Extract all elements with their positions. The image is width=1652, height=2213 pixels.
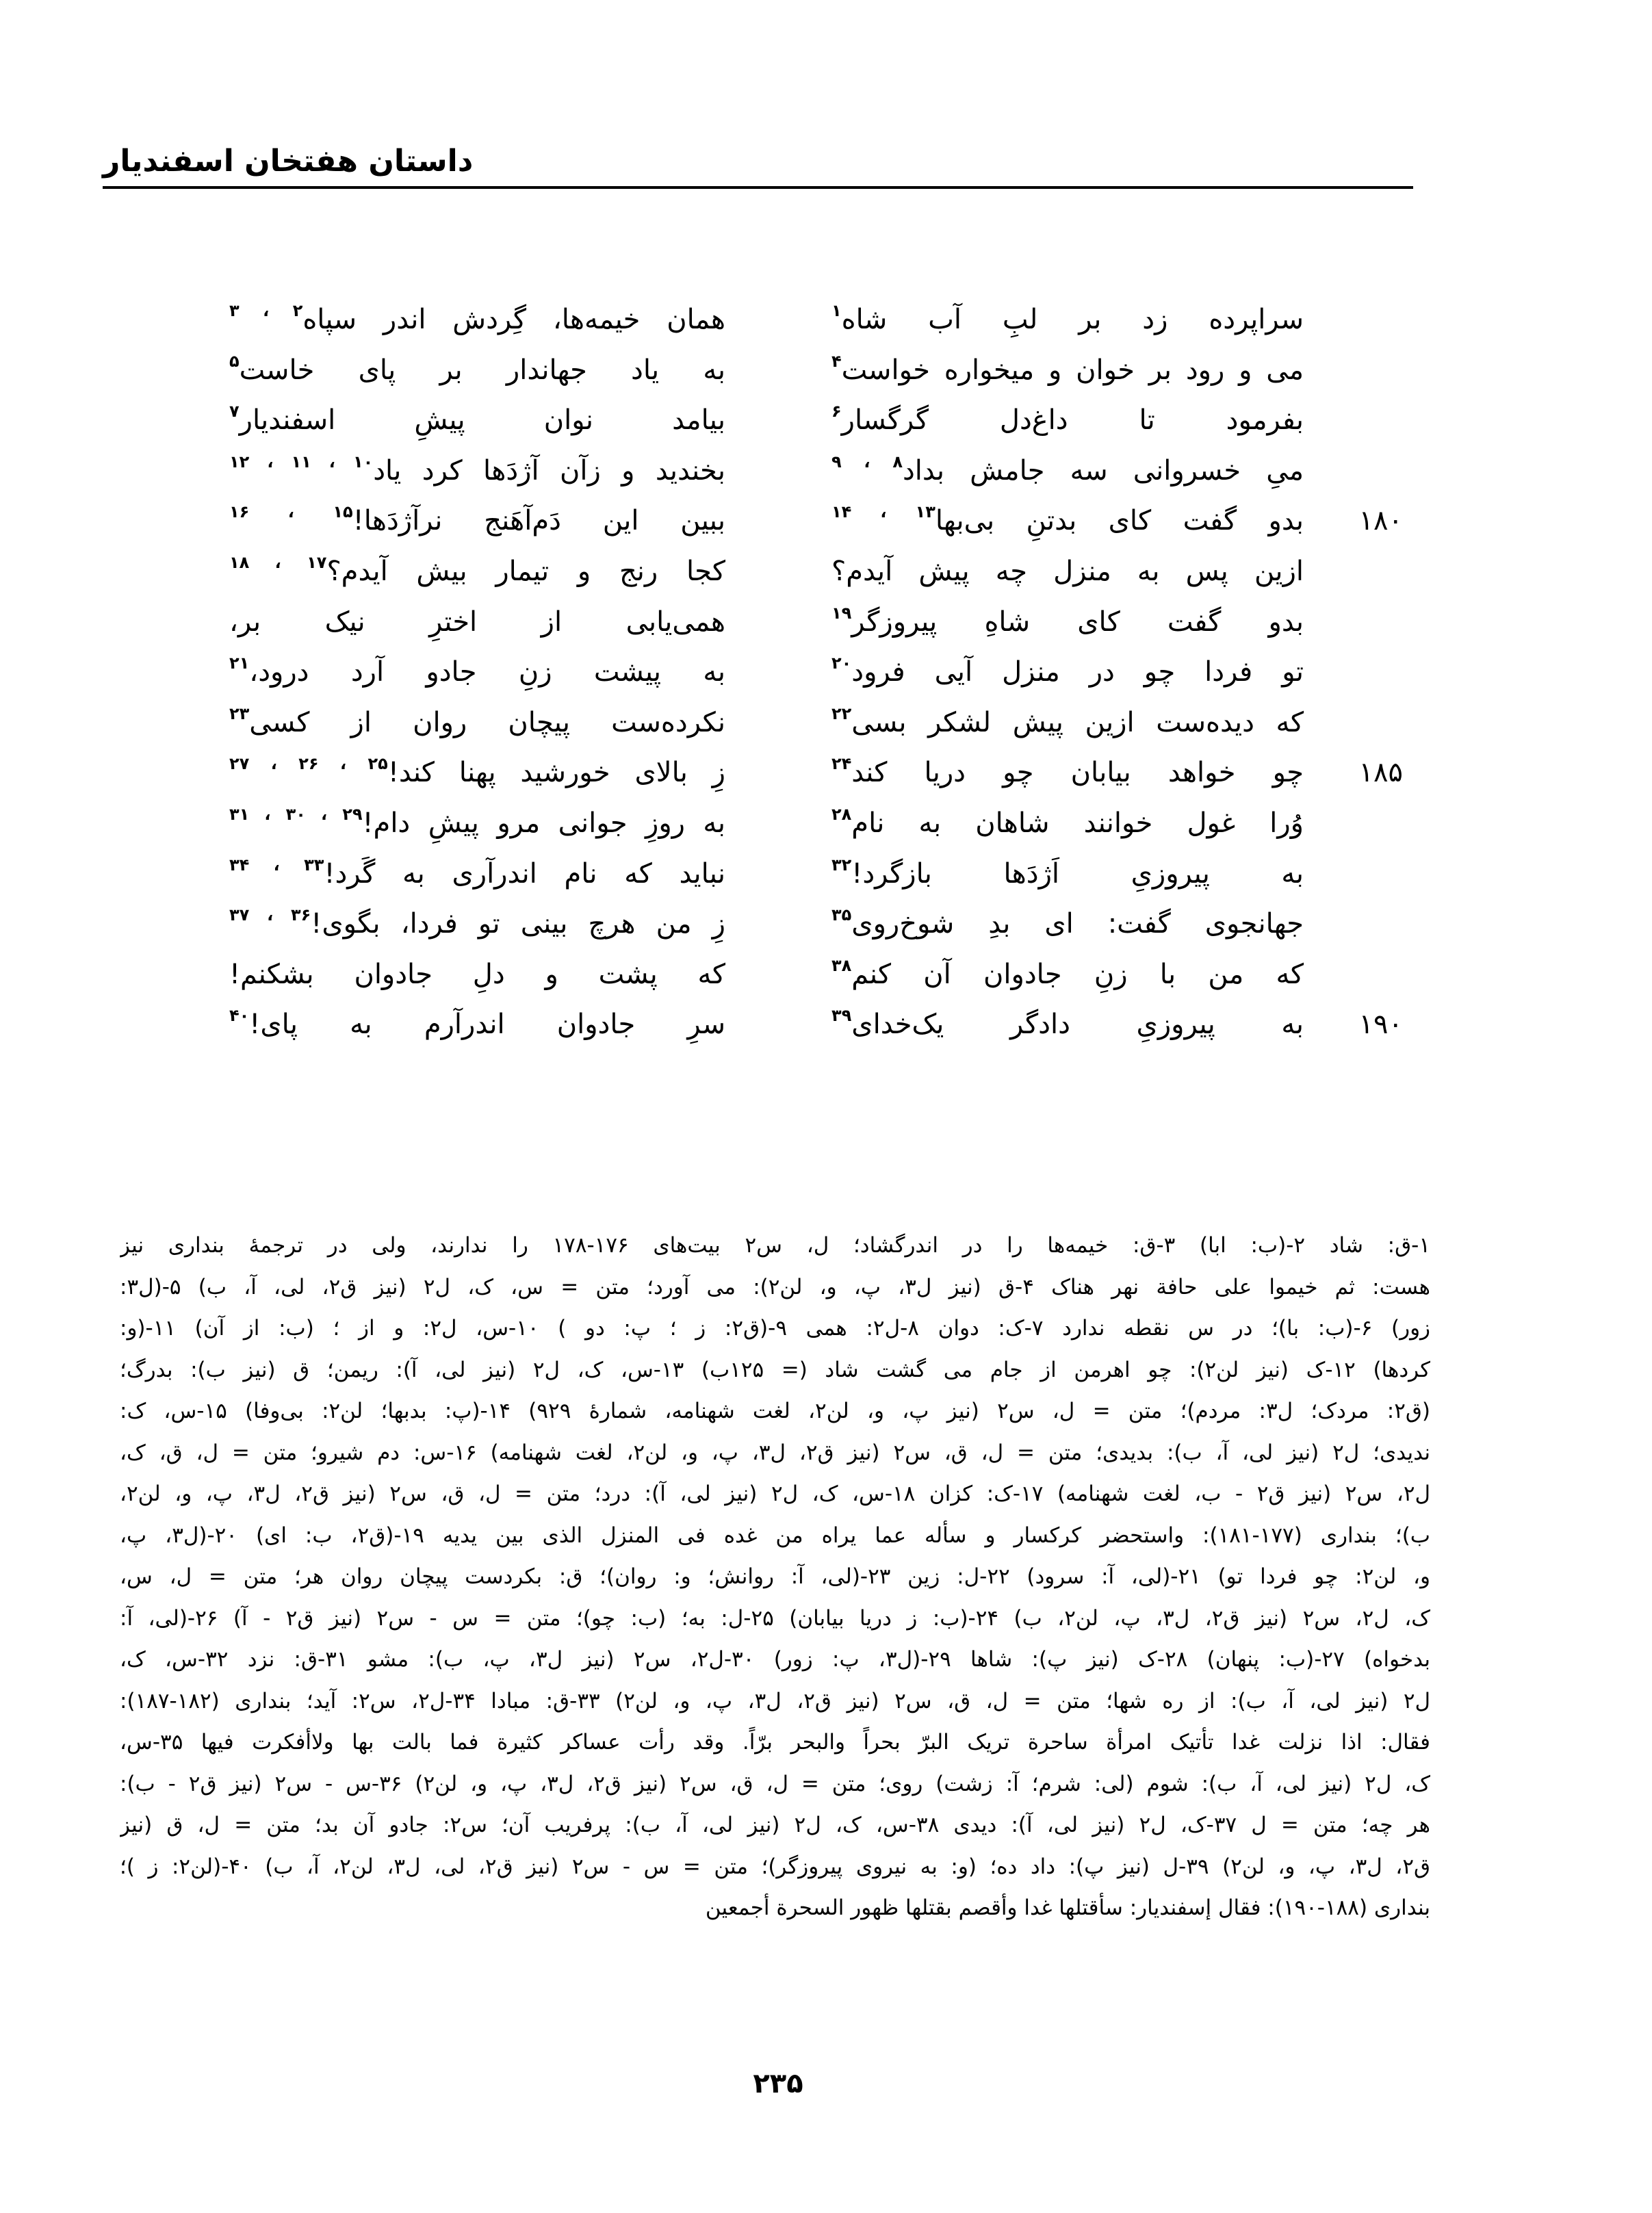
first-hemistich bbox=[831, 697, 1304, 748]
hemistich-text: سراپرده زد بر لبِ آب شاه bbox=[841, 304, 1304, 335]
verse-row bbox=[0, 999, 1652, 1050]
first-hemistich bbox=[831, 949, 1304, 1000]
footnote-marker: ۲۸ bbox=[831, 805, 852, 824]
verse-row bbox=[0, 445, 1652, 496]
verse-row bbox=[0, 495, 1652, 546]
verse-row bbox=[0, 747, 1652, 798]
second-hemistich bbox=[229, 949, 725, 1000]
footnote-marker: ۶ bbox=[831, 402, 842, 422]
hemistich-text: ببین این دَم‌آهَنج نرآژدَها! bbox=[352, 505, 726, 537]
hemistich-text: چو خواهد بیابان چو دریا کند bbox=[851, 757, 1304, 789]
footnote-line: بنداری (۱۸۸-۱۹۰): فقال إسفندیار: سأقتلها غدا وأقصم بقتلها ظهور السحرة أجمعین bbox=[705, 1895, 1430, 1920]
footnote-line: کردها) ۱۲-ک (نیز لن۲): چو اهرمن از جام می گشت شاد (= ۱۲۵ب) ۱۳-س، ک، ل۲ (نیز لی، آ): ریمن؛ ق (نیز ب): بدرگ؛ bbox=[120, 1357, 1430, 1382]
second-hemistich bbox=[229, 697, 725, 748]
header-rule bbox=[103, 186, 1413, 189]
verse-row bbox=[0, 345, 1652, 396]
verse-row bbox=[0, 697, 1652, 748]
footnote-line: ندیدی؛ ل۲ (نیز لی، آ، ب): بدیدی؛ متن = ل، ق، س۲ (نیز ق۲، ل۳، پ، و، لن۲، لغت شهنامه) ۱۶-س: دم شیرو؛ متن = ل، ق، ک، bbox=[120, 1440, 1430, 1465]
verse-row bbox=[0, 949, 1652, 1000]
second-hemistich bbox=[229, 999, 725, 1050]
hemistich-text: زِ بالای خورشید پهنا کند! bbox=[387, 757, 725, 789]
hemistich-text: سرِ جادوان اندرآرم به پای! bbox=[249, 1009, 725, 1041]
footnote-marker: ۳۵ bbox=[831, 905, 852, 925]
second-hemistich bbox=[229, 898, 725, 949]
second-hemistich bbox=[229, 798, 725, 849]
hemistich-text: بفرمود تا داغ‌دل گرگسار bbox=[841, 404, 1304, 437]
hemistich-text: که من با زنِ جادوان آن کنم bbox=[851, 958, 1304, 990]
verse-number: ۱۸۵ bbox=[1358, 757, 1403, 789]
hemistich-text: که پشت و دلِ جادوان بشکنم! bbox=[229, 958, 725, 990]
hemistich-text: جهانجوی گفت: ای بدِ شوخ‌روی bbox=[851, 908, 1304, 940]
hemistich-text: به پیروزیِ دادگر یک‌خدای bbox=[851, 1009, 1304, 1041]
verse-number: ۱۸۰ bbox=[1358, 505, 1403, 537]
footnotes bbox=[120, 1225, 1430, 1929]
first-hemistich bbox=[831, 849, 1304, 899]
hemistich-text: که دیده‌ست ازین پیش لشکر بسی bbox=[851, 706, 1304, 738]
footnote-marker: ۲۵ ، ۲۶ ، ۲۷ bbox=[229, 754, 388, 774]
verse-row bbox=[0, 597, 1652, 647]
footnote-marker: ۷ bbox=[229, 402, 240, 422]
hemistich-text: به یاد جهاندار بر پای خاست bbox=[239, 354, 725, 386]
hemistich-text: همان خیمه‌ها، گِردش اندر سپاه bbox=[302, 304, 725, 335]
footnote-marker: ۲۹ ، ۳۰ ، ۳۱ bbox=[229, 805, 363, 824]
first-hemistich bbox=[831, 647, 1304, 697]
hemistich-text: بخندید و زآن آژدَها کرد یاد bbox=[373, 454, 726, 487]
verse-row bbox=[0, 294, 1652, 345]
footnote-line: ل۲، س۲ (نیز ق۲ - ب، لغت شهنامه) ۱۷-ک: کزان ۱۸-س، ک، ل۲ (نیز لی، آ): درد؛ متن = ل، ق، س۲ (نیز ق۲، ل۳، پ، و، لن۲، bbox=[120, 1481, 1430, 1506]
hemistich-text: کجا رنج و تیمار بیش آیدم؟ bbox=[326, 556, 726, 587]
hemistich-text: به پیروزیِ اَژدَها بازگرد! bbox=[851, 857, 1304, 890]
first-hemistich bbox=[831, 395, 1304, 445]
footnote-marker: ۴ bbox=[831, 351, 842, 371]
hemistich-text: نکرده‌ست پیچان روان از کسی bbox=[249, 706, 725, 738]
footnote-marker: ۳۸ bbox=[831, 955, 852, 975]
first-hemistich bbox=[831, 546, 1304, 597]
footnote-line: ۱-ق: شاد ۲-(ب: ابا) ۳-ق: خیمه‌ها را در اندرگشاد؛ ل، س۲ بیت‌های ۱۷۶-۱۷۸ را ندارند، ولی در ترجمهٔ بنداری نیز bbox=[120, 1233, 1430, 1258]
first-hemistich bbox=[831, 345, 1304, 396]
footnote-marker: ۱۵ ، ۱۶ bbox=[229, 502, 353, 522]
page-number: ۲۳۵ bbox=[753, 2068, 803, 2099]
second-hemistich bbox=[229, 546, 725, 597]
footnote-marker: ۳۹ bbox=[831, 1006, 852, 1026]
footnote-marker: ۲۲ bbox=[831, 703, 852, 723]
first-hemistich bbox=[831, 495, 1304, 546]
hemistich-text: به روزِ جوانی مرو پیشِ دام! bbox=[362, 807, 726, 839]
footnote-line: ک، ل۲ (نیز لی، آ، ب): شوم (لی: شرم؛ آ: زشت) روی؛ متن = ل، ق، س۲ (نیز ق۲، ل۳، پ، و، لن۲) ۳۶-س - س۲ (نیز ق۲ - ب): bbox=[120, 1771, 1430, 1796]
hemistich-text: میِ خسروانی سه جامش بداد bbox=[902, 454, 1304, 487]
footnote-line: ق۲، ل۳، پ، و، لن۲) ۳۹-ل (نیز پ): داد ده؛ (و: به نیروی پیروزگر)؛ متن = س - س۲ (نیز ق۲، لی، ل۳، لن۲، آ، ب) ۴۰-(لن۲: ز )؛ bbox=[120, 1854, 1430, 1879]
first-hemistich bbox=[831, 798, 1304, 849]
footnote-marker: ۲۰ bbox=[831, 653, 852, 673]
second-hemistich bbox=[229, 445, 725, 496]
footnote-marker: ۴۰ bbox=[229, 1006, 250, 1026]
footnote-line: هر چه؛ متن = ل ۳۷-ک، ل۲ (نیز لی، آ): دیدی ۳۸-س، ک، ل۲ (نیز لی، آ، ب): پرفریب آن؛ س۲: جادو آن بد؛ متن = ل، ق (نیز bbox=[120, 1813, 1430, 1837]
second-hemistich bbox=[229, 345, 725, 396]
footnote-marker: ۸ ، ۹ bbox=[831, 452, 903, 471]
first-hemistich bbox=[831, 747, 1304, 798]
footnote-line: فقال: اذا نزلت غدا تأتیک امرأة ساحرة تریک البرّ بحراً والبحر برّاً. وقد رأت عساکر کثیرة فما بالت بها ولاأفکرت فیها ۳۵-س، bbox=[120, 1730, 1430, 1755]
footnote-line: ل۲ (نیز لی، آ، ب): از ره شها؛ متن = ل، ق، س۲ (نیز ق۲، ل۳، پ، و، لن۲) ۳۳-ق: مبادا ۳۴-ل۲، س۲: آید؛ بنداری (۱۸۲-۱۸۷): bbox=[120, 1688, 1430, 1713]
footnote-marker: ۱۳ ، ۱۴ bbox=[831, 502, 935, 522]
verse-row bbox=[0, 798, 1652, 849]
footnote-line: و، لن۲: چو فردا تو) ۲۱-(لی، آ: سرود) ۲۲-ل: زین ۲۳-(لی، آ: روانش؛ و: روان)؛ ق: بکردست پیچان روان هر؛ متن = ل، س، bbox=[120, 1564, 1430, 1589]
second-hemistich bbox=[229, 294, 725, 345]
hemistich-text: ازین پس به منزل چه پیش آیدم؟ bbox=[831, 556, 1304, 587]
hemistich-text: وُرا غول خوانند شاهان به نام bbox=[851, 807, 1304, 839]
second-hemistich bbox=[229, 495, 725, 546]
hemistich-text: همی‌یابی از اخترِ نیک بر، bbox=[229, 606, 725, 638]
footnote-marker: ۳۳ ، ۳۴ bbox=[229, 855, 324, 875]
footnote-line: ب)؛ بنداری (۱۷۷-۱۸۱): واستحضر کرکسار و سأله عما یراه من غده فی المنزل الذی بین یدیه ۱۹-(ق۲، ب: ای) ۲۰-(ل۳، پ، bbox=[120, 1523, 1430, 1548]
verse-number: ۱۹۰ bbox=[1358, 1009, 1403, 1041]
verse-row bbox=[0, 647, 1652, 697]
footnote-marker: ۳۶ ، ۳۷ bbox=[229, 905, 311, 925]
footnote-marker: ۱۹ bbox=[831, 603, 852, 623]
hemistich-text: می و رود بر خوان و میخواره خواست bbox=[841, 354, 1304, 386]
hemistich-text: بدو گفت کای بدتنِ بی‌بها bbox=[935, 505, 1304, 537]
footnote-line: بدخواه) ۲۷-(ب: پنهان) ۲۸-ک (نیز پ): شاها ۲۹-(ل۳، پ: زور) ۳۰-ل۲، س۲ (نیز ل۳، پ، ب): مشو ۳۱-ق: نزد ۳۲-س، ک، bbox=[120, 1647, 1430, 1672]
footnote-line: ک، ل۲، س۲ (نیز ق۲، ل۳، پ، لن۲، ب) ۲۴-(ب: ز دریا بیابان) ۲۵-ل: به؛ (ب: چو)؛ متن = س - س۲ (نیز ق۲ - آ) ۲۶-(لی، آ: bbox=[120, 1605, 1430, 1631]
hemistich-text: زِ من هرچ بینی تو فردا، بگوی! bbox=[311, 908, 725, 940]
footnote-marker: ۲۴ bbox=[831, 754, 852, 774]
hemistich-text: نباید که نام اندرآری به گَرد! bbox=[324, 857, 726, 890]
hemistich-text: به پیشت زنِ جادو آرد درود، bbox=[249, 656, 725, 688]
footnote-marker: ۱۷ ، ۱۸ bbox=[229, 553, 327, 572]
hemistich-text: تو فردا چو در منزل آیی فرود bbox=[851, 656, 1304, 688]
first-hemistich bbox=[831, 445, 1304, 496]
footnote-line: زور) ۶-(ب: با)؛ در س نقطه ندارد ۷-ک: دوان ۸-ل۲: همی ۹-(ق۲: ز ؛ پ: دو ) ۱۰-س، ل۲: و از ؛ (ب: از آن) ۱۱-(و: bbox=[120, 1316, 1430, 1341]
second-hemistich bbox=[229, 597, 725, 647]
verse-row bbox=[0, 898, 1652, 949]
footnote-marker: ۲ ، ۳ bbox=[229, 301, 303, 320]
footnote-marker: ۵ bbox=[229, 351, 240, 371]
first-hemistich bbox=[831, 294, 1304, 345]
footnote-marker: ۳۲ bbox=[831, 855, 852, 875]
first-hemistich bbox=[831, 898, 1304, 949]
footnote-marker: ۱ bbox=[831, 301, 842, 320]
footnote-marker: ۲۱ bbox=[229, 653, 250, 673]
second-hemistich bbox=[229, 747, 725, 798]
verse-row bbox=[0, 395, 1652, 445]
second-hemistich bbox=[229, 395, 725, 445]
verse-row bbox=[0, 849, 1652, 899]
first-hemistich bbox=[831, 999, 1304, 1050]
first-hemistich bbox=[831, 597, 1304, 647]
footnote-line: هست: ثم خیموا علی حافة نهر هناک ۴-ق (نیز ل۳، پ، و، لن۲): می آورد؛ متن = س، ک، ل۲ (نیز ق۲، لی، آ، ب) ۵-(ل۳: bbox=[120, 1274, 1430, 1299]
running-title: داستان هفتخان اسفندیار bbox=[103, 144, 474, 179]
second-hemistich bbox=[229, 647, 725, 697]
footnote-line: (ق۲: مردک؛ ل۳: مردم)؛ متن = ل، س۲ (نیز پ، و، لن۲، لغت شهنامه، شمارهٔ ۹۲۹) ۱۴-(پ: بدبها؛ لن۲: بی‌وفا) ۱۵-س، ک: bbox=[120, 1399, 1430, 1423]
second-hemistich bbox=[229, 849, 725, 899]
footnote-marker: ۲۳ bbox=[229, 703, 250, 723]
verse-row bbox=[0, 546, 1652, 597]
hemistich-text: بدو گفت کای شاهِ پیروزگر bbox=[851, 606, 1304, 638]
hemistich-text: بیامد نوان پیشِ اسفندیار bbox=[239, 404, 725, 437]
footnote-marker: ۱۰ ، ۱۱ ، ۱۲ bbox=[229, 452, 374, 471]
